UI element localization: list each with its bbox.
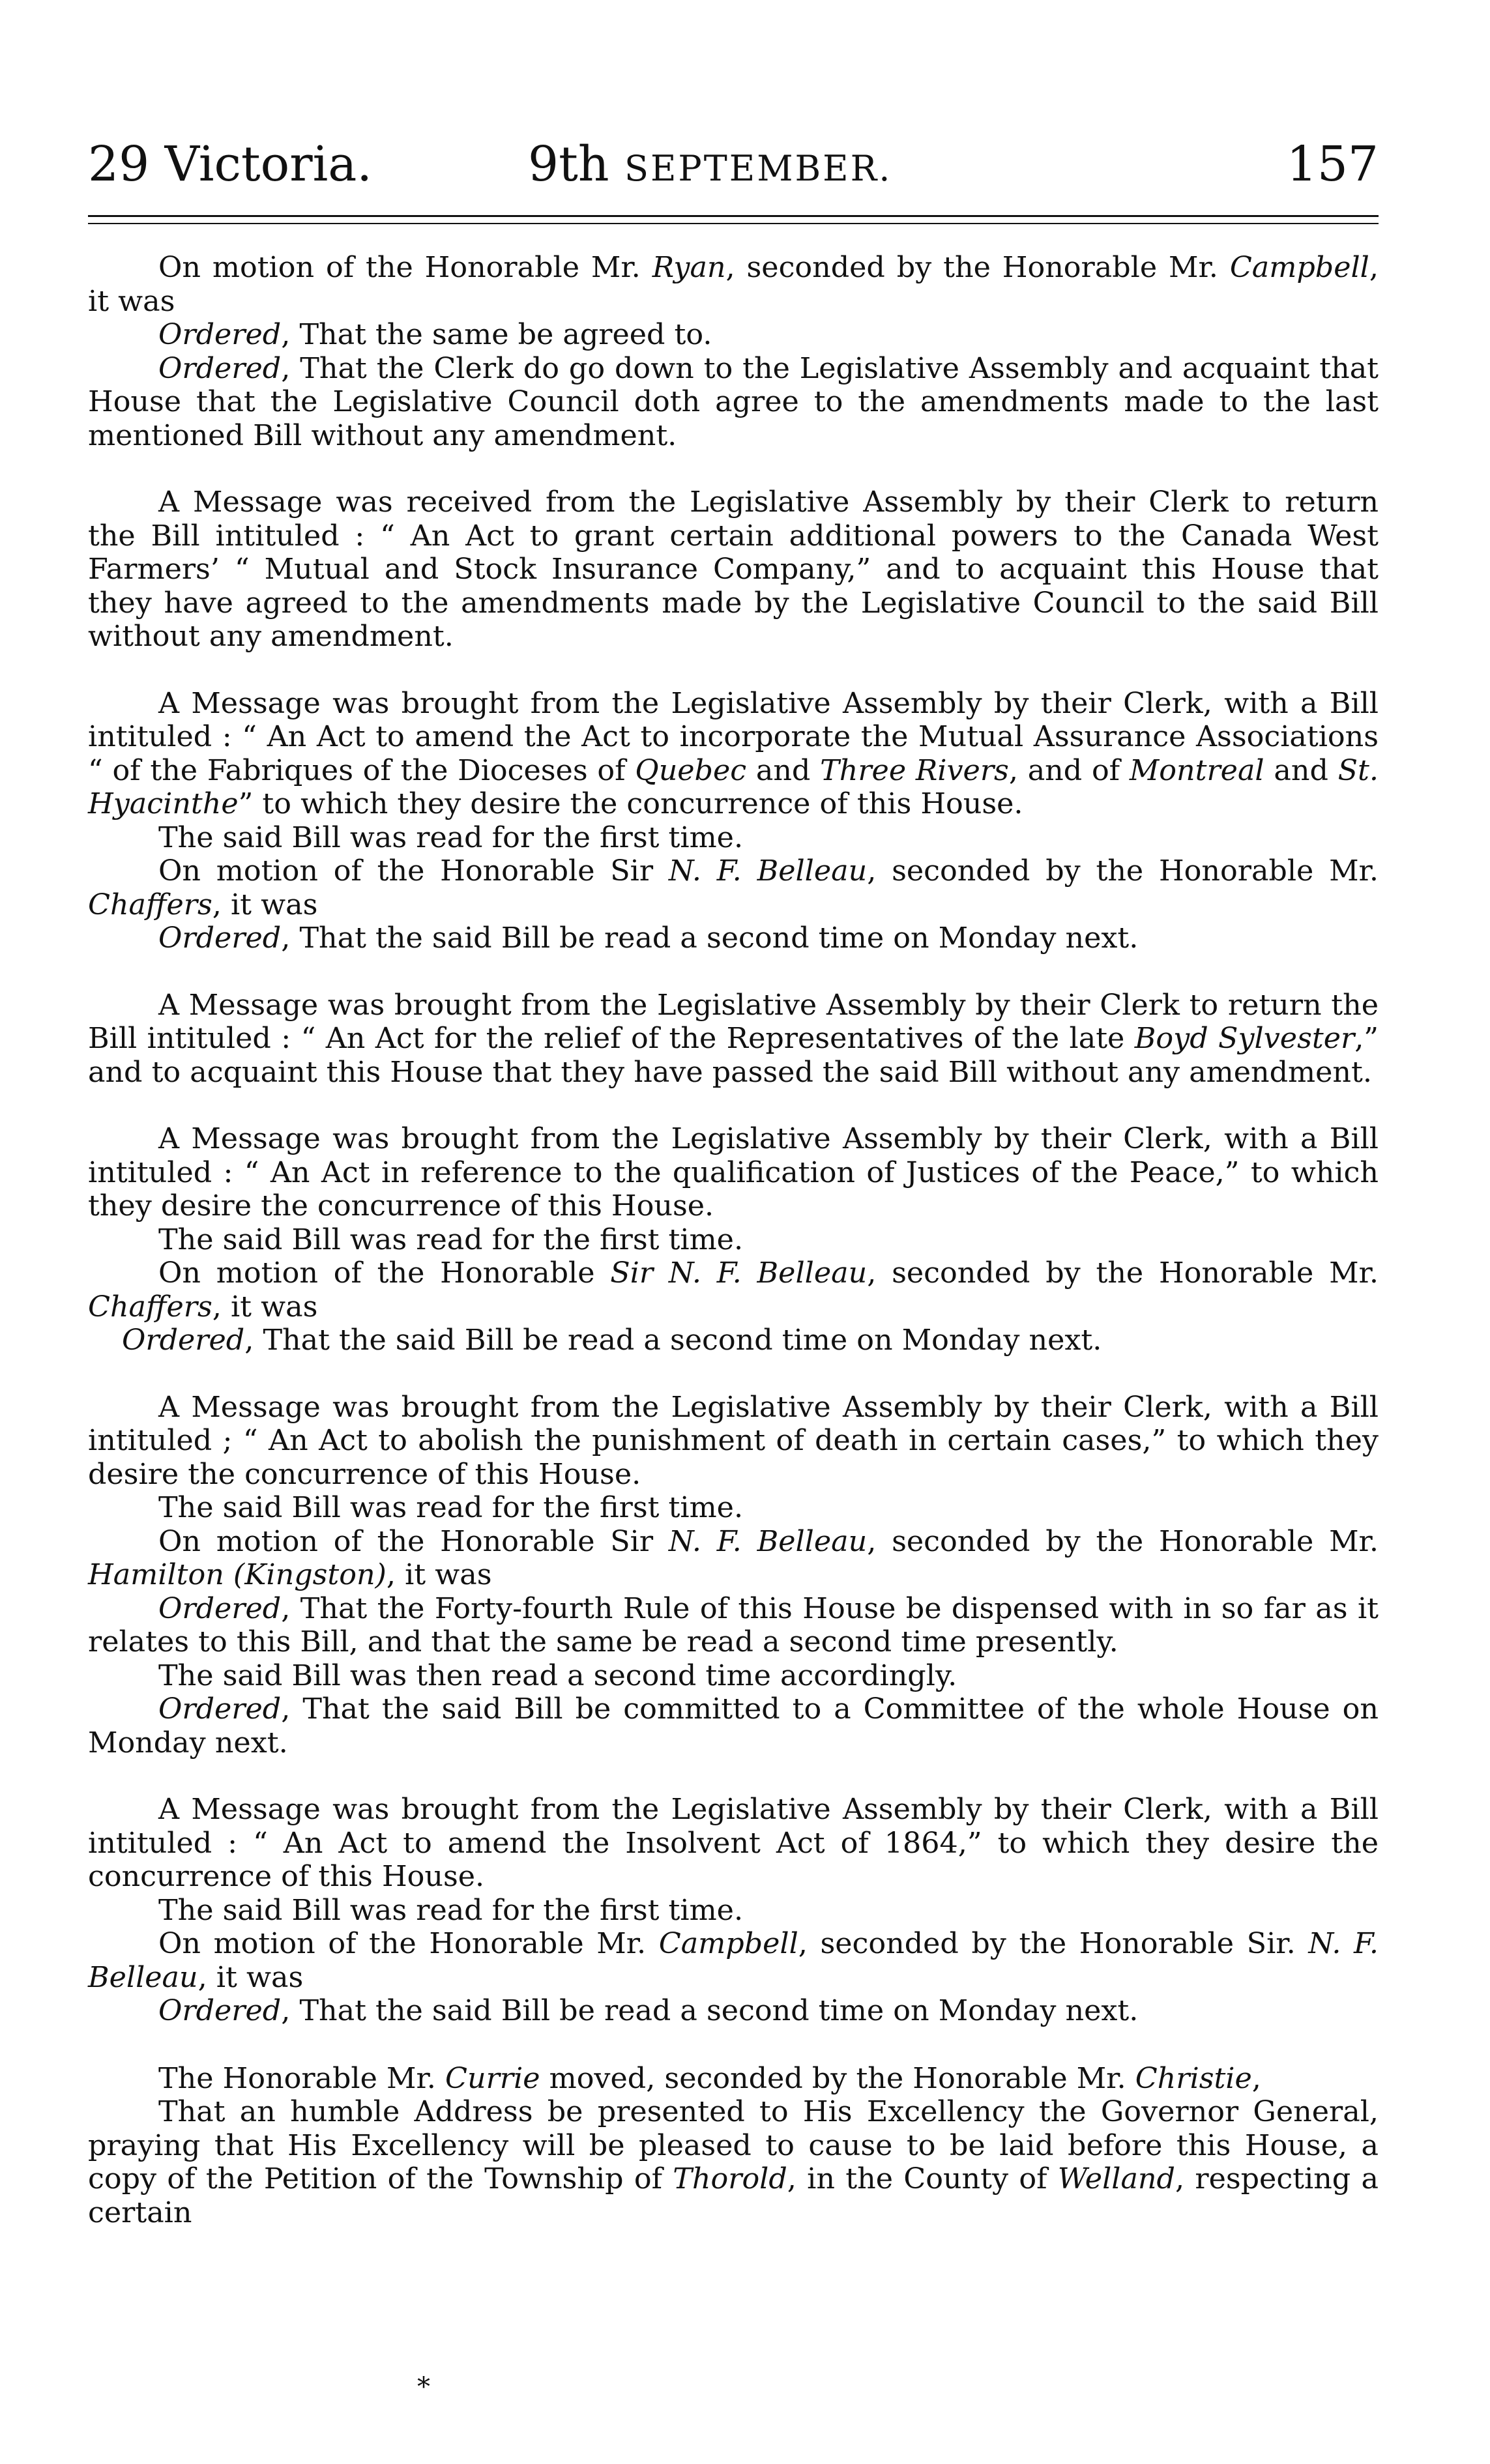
header-month: SEPTEMBER. — [624, 148, 892, 189]
paragraph-25: That an humble Address be presented to His Excellency the Governor General, praying that His Excellency will be pleased to cause to be laid before this House, a copy of the Petition of the Township of Thorold, in the County of Welland, respecting a certain — [88, 2095, 1379, 2229]
header-day: 9th — [528, 136, 609, 192]
header-regnal-year: 29 Victoria. — [88, 136, 372, 192]
paragraph-20: A Message was brought from the Legislative Assembly by their Clerk, with a Bill intituled : “ An Act to amend the Insolvent Act of 1864,” to which they desire the concurrence of this House. — [88, 1793, 1379, 1893]
paragraph-24: The Honorable Mr. Currie moved, seconded by the Honorable Mr. Christie, — [158, 2061, 1261, 2095]
paragraph-10: A Message was brought from the Legislative Assembly by their Clerk, with a Bill intituled : “ An Act in reference to the qualification of Justices of the Peace,” to which they desire the concurrence of this House. — [88, 1122, 1379, 1223]
paragraph-18: The said Bill was then read a second time accordingly. — [158, 1659, 957, 1692]
page-number: 157 — [1286, 136, 1379, 192]
header-date — [528, 136, 892, 192]
paragraph-8: Ordered, That the said Bill be read a second time on Monday next. — [158, 921, 1139, 955]
paragraph-12: On motion of the Honorable Sir N. F. Belleau, seconded by the Honorable Mr. Chaffers, it was — [88, 1256, 1379, 1324]
journal-body — [88, 251, 1379, 2229]
paragraph-4: A Message was received from the Legislative Assembly by their Clerk to return the Bill intituled : “ An Act to grant certain additional powers to the Canada West Farmers’ “ Mutual and Stock Insurance Company,” and to acquaint this House that they have agreed to the amendments made by the Legislative Council to the said Bill without any amendment. — [88, 486, 1379, 653]
paragraph-17: Ordered, That the Forty-fourth Rule of this House be dispensed with in so far as it relates to this Bill, and that the same be read a second time presently. — [88, 1591, 1379, 1659]
paragraph-1: On motion of the Honorable Mr. Ryan, seconded by the Honorable Mr. Campbell, it was — [88, 251, 1379, 318]
running-header — [88, 134, 1379, 192]
header-rule-thin — [88, 223, 1379, 224]
paragraph-19: Ordered, That the said Bill be committed to a Committee of the whole House on Monday next. — [88, 1692, 1379, 1760]
paragraph-11: The said Bill was read for the first time. — [158, 1223, 744, 1256]
paragraph-13: Ordered, That the said Bill be read a second time on Monday next. — [122, 1324, 1102, 1357]
paragraph-9: A Message was brought from the Legislative Assembly by their Clerk to return the Bill intituled : “ An Act for the relief of the Representatives of the late Boyd Sylvester,” and to acquaint this House that they have passed the said Bill without any amendment. — [88, 988, 1379, 1089]
paragraph-3: Ordered, That the Clerk do go down to the Legislative Assembly and acquaint that House that the Legislative Council doth agree to the amendments made to the last mentioned Bill without any amendment. — [88, 351, 1379, 452]
printer-mark: * — [417, 2372, 430, 2402]
paragraph-22: On motion of the Honorable Mr. Campbell, seconded by the Honorable Sir. N. F. Belleau, it was — [88, 1927, 1379, 1994]
paragraph-7: On motion of the Honorable Sir N. F. Belleau, seconded by the Honorable Mr. Chaffers, it was — [88, 854, 1379, 921]
paragraph-5: A Message was brought from the Legislative Assembly by their Clerk, with a Bill intituled : “ An Act to amend the Act to incorporate the Mutual Assurance Associations “ of the Fabriques of the Dioceses of Quebec and Three Rivers, and of Montreal and St. Hyacinthe” to which they desire the concurrence of this House. — [88, 686, 1379, 820]
paragraph-2: Ordered, That the same be agreed to. — [158, 318, 712, 351]
paragraph-21: The said Bill was read for the first time. — [158, 1893, 744, 1927]
paragraph-15: The said Bill was read for the first time. — [158, 1491, 744, 1524]
header-rule-thick — [88, 215, 1379, 217]
paragraph-6: The said Bill was read for the first time. — [158, 820, 744, 854]
paragraph-23: Ordered, That the said Bill be read a second time on Monday next. — [158, 1994, 1139, 2027]
paragraph-16: On motion of the Honorable Sir N. F. Belleau, seconded by the Honorable Mr. Hamilton (Kingston), it was — [88, 1524, 1379, 1591]
paragraph-14: A Message was brought from the Legislative Assembly by their Clerk, with a Bill intituled ; “ An Act to abolish the punishment of death in certain cases,” to which they desire the concurrence of this House. — [88, 1390, 1379, 1491]
